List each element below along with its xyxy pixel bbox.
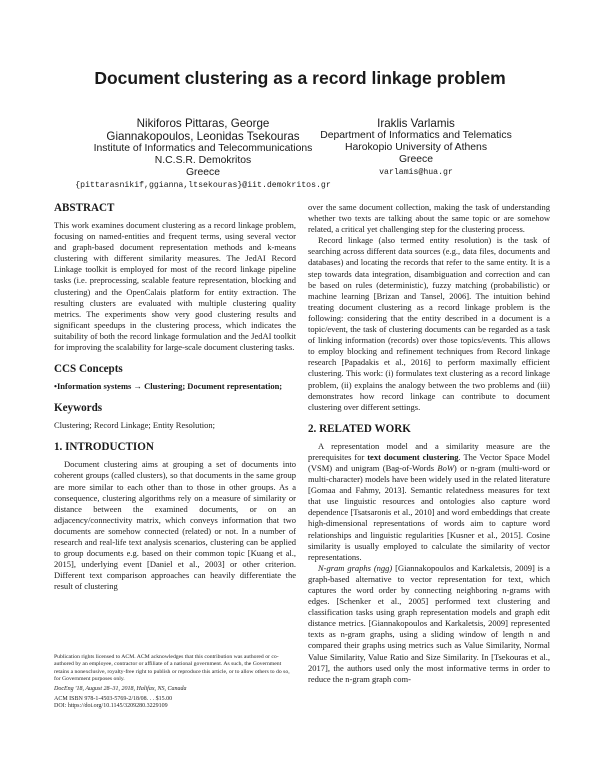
related-paragraph-2 bbox=[308, 563, 550, 685]
author-1-email: {pittarasnikif,ggianna,ltsekouras}@iit.demokritos.gr bbox=[75, 180, 331, 190]
intro-heading: 1. INTRODUCTION bbox=[54, 441, 154, 454]
author-2-affiliation-line-1: Department of Informatics and Telematics bbox=[320, 130, 512, 141]
author-1-affiliation-line-2: N.C.S.R. Demokritos bbox=[154, 155, 252, 167]
footnote-doi: DOI: https://doi.org/10.1145/3209280.3229109 bbox=[54, 703, 168, 710]
author-block-1 bbox=[68, 117, 338, 192]
author-2-email: varlamis@hua.gr bbox=[379, 167, 453, 177]
paper-title: Document clustering as a record linkage problem bbox=[94, 68, 506, 88]
author-1-affiliation-line-3: Greece bbox=[185, 167, 221, 179]
right-column bbox=[308, 202, 550, 685]
related-p2-b: [Giannakopoulos and Karkaletsis, 2009] is a graph-based alternative to vector representation for text, which captures the word order by connecting neighboring n-grams with edges. [Schenker et al., 2005] performed text clustering and classification tasks using graph representation models and graph edit distance metrics. [Giannakopoulos and Karkaletsis, 2009] represented texts as n-gram graphs, using a sliding window of length n and compared their graphs using metrics such as Value Similarity, Normal Value Similarity, Value Ratio and Size Similarity. In [Tsekouras et al., 2017], the authors used only the most informative terms in order to reduce the n-gram graph com- bbox=[308, 562, 550, 684]
right-paragraph-1: over the same document collection, making the task of understanding whether two texts are talking about the same topic or are somehow related, a critical yet challenging step for the clustering process. bbox=[308, 202, 550, 235]
related-p1-e: ) or n-gram (multi-word or multi-character) models have been widely used in the related literature [Gomaa and Fahmy, 2013]. Semantic relatedness measures for text that use linguistic resources and ontologies also capture word dependence [Tsatsaronis et al., 2010] and word embeddings that create high-dimensional representations of words aim to capture word relationships and linguistic regularities [Kusner et al., 2015]. Cosine similarity is usually employed to calculate the similarity of vector representations. bbox=[308, 462, 550, 562]
author-1-name-line-2: Giannakopoulos, Leonidas Tsekouras bbox=[106, 130, 300, 143]
ccs-text: •Information systems → Clustering; Document representation; bbox=[54, 381, 283, 392]
keywords-heading: Keywords bbox=[54, 402, 103, 415]
author-1-name-line-1: Nikiforos Pittaras, George bbox=[136, 117, 270, 130]
author-2-affiliation-line-2: Harokopio University of Athens bbox=[344, 142, 488, 154]
keywords-text: Clustering; Record Linkage; Entity Resolution; bbox=[54, 420, 216, 431]
footnote-block bbox=[54, 654, 296, 711]
related-p1-a: A representation model and a similarity measure are the prerequisites for bbox=[308, 440, 550, 462]
related-work-heading: 2. RELATED WORK bbox=[308, 422, 411, 435]
ccs-heading: CCS Concepts bbox=[54, 363, 123, 376]
abstract-heading: ABSTRACT bbox=[54, 202, 115, 214]
footnote-isbn: ACM ISBN 978-1-4503-5769-2/18/08. . . $15.00 bbox=[54, 695, 173, 702]
author-2-affiliation-line-3: Greece bbox=[398, 154, 434, 166]
related-p2-a: N-gram graphs (ngg) bbox=[318, 562, 393, 573]
abstract-text: This work examines document clustering as a record linkage problem, focusing on named-entities and frequent terms, using several vector and graph-based document representation methods and k-means clustering with different similarity measures. The JedAI Record Linkage toolkit is employed for most of the record linkage pipeline tasks (i.e. preprocessing, scalable feature representation, blocking and clustering) and the OpenCalais platform for entity extraction. The resulting clusters are evaluated with multiple clustering quality metrics. The experiments show very good clustering results and significant speedups in the clustering process, which indicates the suitability of both the record linkage formulation and the JedAI toolkit for improving the scalability for large-scale document clustering tasks. bbox=[54, 220, 296, 353]
right-paragraph-2: Record linkage (also termed entity resolution) is the task of searching across different data sources (e.g., data files, documents and databases) and locating the records that refer to the same entity. It is a step towards data integration, disambiguation and correction and can be based on rules (deterministic), fuzzy matching (probabilistic) or machine learning [Brizan and Tansel, 2006]. The intuition behind treating document clustering as a record linkage problem is the following: considering that the entity described in a document is a topic/event, the task of clustering documents can be regarded as a task of linking information (records) over those topics/events. This allows to employ blocking and refinement techniques from Record linkage research [Papadakis et al., 2016] to perform maximally efficient clustering. This work: (i) formulates text clustering as a record linkage problem, (ii) explains the analogy between the two problems and (iii) demonstrates how record linkage can contribute to document clustering over different settings. bbox=[308, 235, 550, 412]
author-1-affiliation-line-1: Institute of Informatics and Telecommunications bbox=[93, 143, 313, 154]
footnote-conference: DocEng '18, August 28–31, 2018, Halifax, NS, Canada bbox=[54, 686, 187, 693]
related-p1-d: BoW bbox=[437, 462, 454, 473]
intro-text: Document clustering aims at grouping a set of documents into coherent groups (called clusters), so that documents in the same group are more similar to each other than to those in other groups. As a consequence, clustering algorithms rely on a measure of similarity or distance between the examined documents, or on an adjacency/connectivity matrix, which conveys information that two documents are somehow connected (related) or not. In a number of research and real-life text analysis scenarios, clustering can be applied to group documents e.g. based on their common topic [Kuang et al., 2015], underlying event [Daniel et al., 2003] or other criterion. Different text comparison approaches can heavily differentiate the result of clustering bbox=[54, 459, 296, 592]
author-block-2 bbox=[305, 117, 527, 179]
related-p1-b: text document clustering bbox=[367, 451, 459, 462]
footnote-notice: Publication rights licensed to ACM. ACM acknowledges that this contribution was authored or co-authored by an employee, contractor or affiliate of a national government. As such, the Government retains a nonexclusive, royalty-free right to publish or reproduce this article, or to allow others to do so, for Government purposes only. bbox=[54, 654, 290, 682]
left-column bbox=[54, 202, 296, 592]
related-paragraph-1 bbox=[308, 441, 550, 563]
author-2-name: Iraklis Varlamis bbox=[377, 117, 455, 130]
related-p1-c: . The Vector Space Model (VSM) and unigram (Bag-of-Words bbox=[308, 451, 550, 473]
